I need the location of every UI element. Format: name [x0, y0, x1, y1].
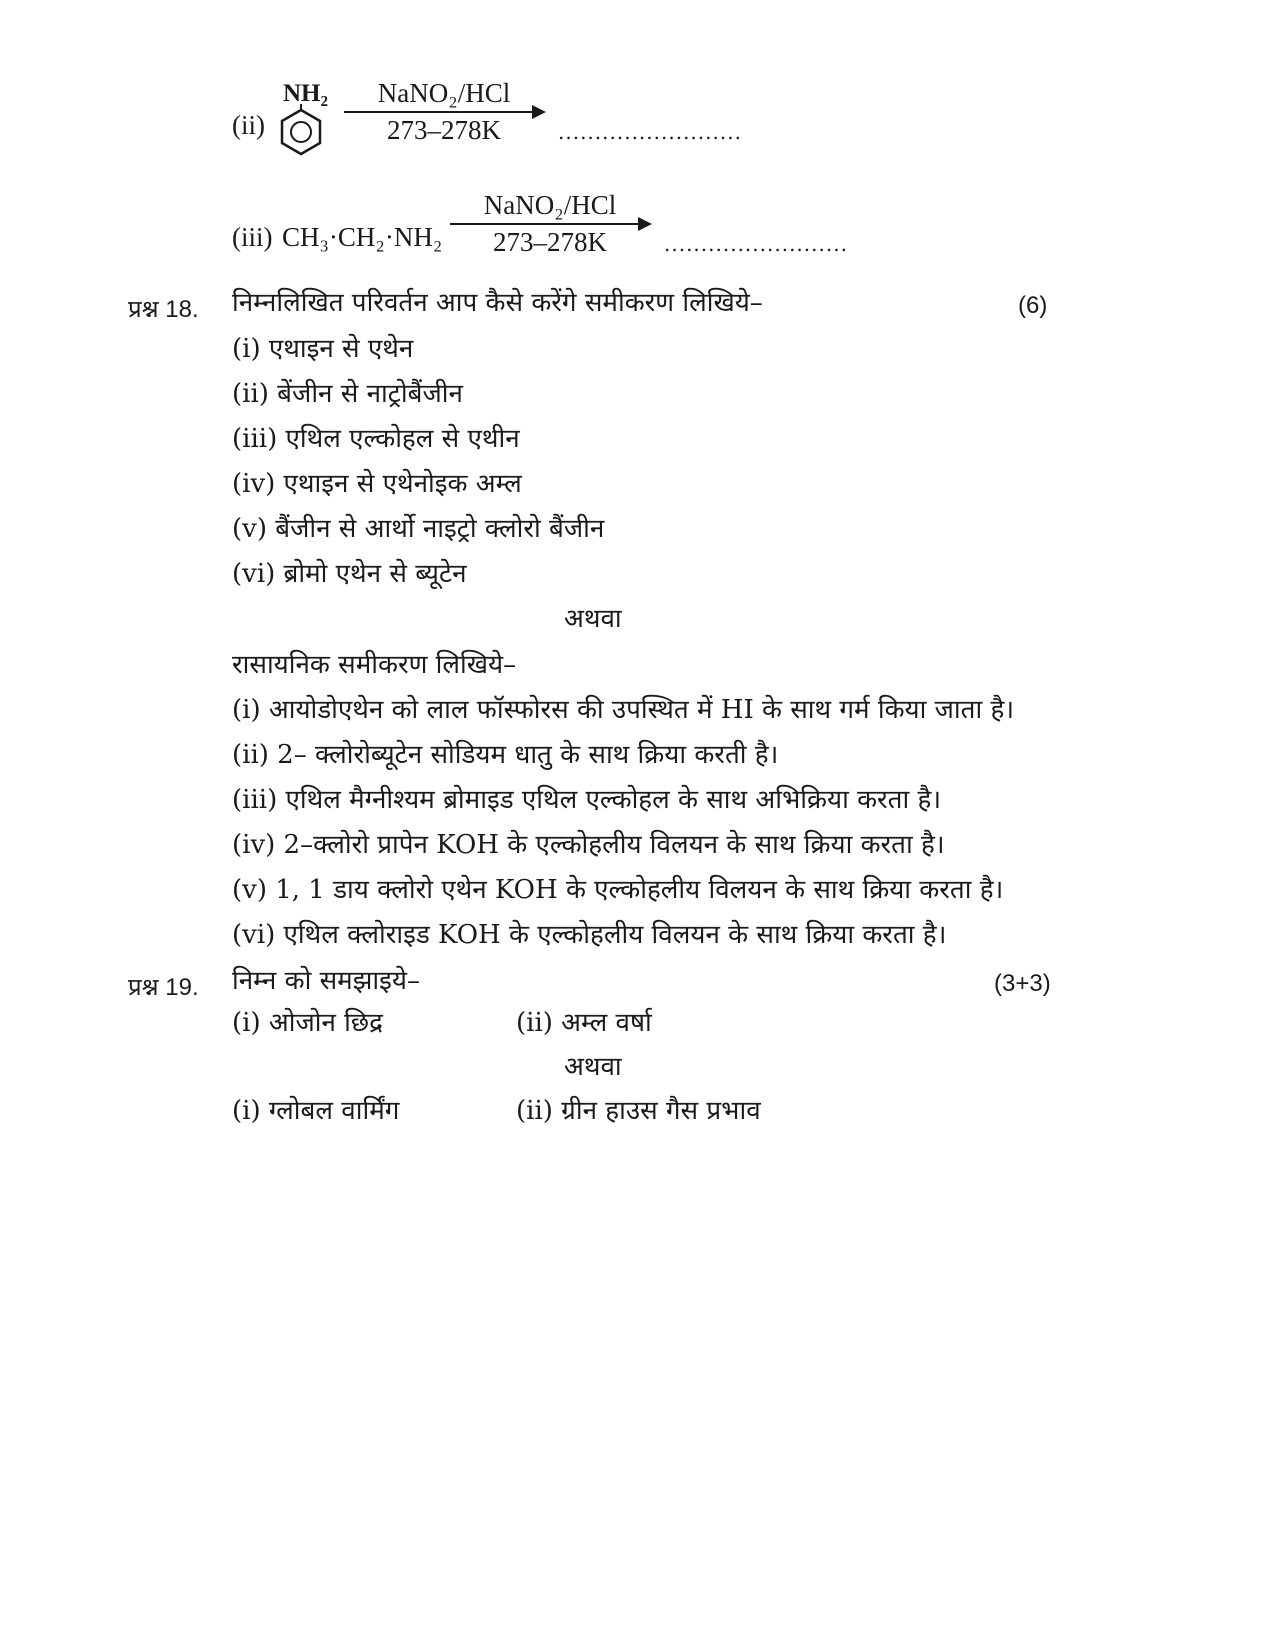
q18-alt-item: (ii) 2– क्लोरोब्यूटेन सोडियम धातु के साथ क्रिया करती है।: [232, 740, 779, 770]
q18-or-divider: अथवा: [564, 604, 622, 634]
q18-item: (iv) एथाइन से एथेनोइक अम्ल: [232, 469, 522, 499]
q19-option: (ii) ग्रीन हाउस गैस प्रभाव: [516, 1096, 761, 1126]
q18-item: (v) बैंजीन से आर्थो नाइट्रो क्लोरो बैंजीन: [232, 514, 605, 544]
q19-option: (i) ग्लोबल वार्मिंग: [232, 1096, 400, 1126]
q18-alt-item: (iv) 2–क्लोरो प्रापेन KOH के एल्कोहलीय विलयन के साथ क्रिया करता है।: [232, 830, 945, 860]
q18-number: प्रश्न 18.: [128, 296, 199, 323]
benzene-ring-icon: [276, 104, 326, 156]
reaction-ii-arrow: [344, 78, 544, 146]
amino-group-label: NH₂: [283, 80, 328, 107]
q18-marks: (6): [1018, 292, 1048, 319]
q18-item: (iii) एथिल एल्कोहल से एथीन: [232, 424, 520, 454]
q18-item: (ii) बेंजीन से नाट्रोबैंजीन: [232, 379, 463, 409]
reaction-iii-reactant: CH₃·CH₂·NH₂: [282, 222, 443, 252]
reaction-ii-reagent: NaNO₂/HCl: [377, 78, 511, 108]
q19-option: (i) ओजोन छिद्र: [232, 1008, 383, 1038]
q19-number: प्रश्न 19.: [128, 974, 199, 1001]
q18-alt-item: (i) आयोडोएथेन को लाल फॉस्फोरस की उपस्थित में HI के साथ गर्म किया जाता है।: [232, 695, 1015, 725]
reaction-iii-arrow: [450, 190, 650, 258]
q18-item: (i) एथाइन से एथेन: [232, 334, 414, 364]
q19-title: निम्न को समझाइये–: [232, 966, 420, 996]
reaction-ii-condition: 273–278K: [387, 115, 501, 145]
q18-alt-item: (iii) एथिल मैग्नीश्यम ब्रोमाइड एथिल एल्कोहल के साथ अभिक्रिया करता है।: [232, 785, 942, 815]
q19-option: (ii) अम्ल वर्षा: [516, 1008, 652, 1038]
q18-alt-item: (v) 1, 1 डाय क्लोरो एथेन KOH के एल्कोहलीय विलयन के साथ क्रिया करता है।: [232, 875, 1004, 905]
q18-alt-item: (vi) एथिल क्लोराइड KOH के एल्कोहलीय विलयन के साथ क्रिया करता है।: [232, 920, 947, 950]
q18-title: निम्नलिखित परिवर्तन आप कैसे करेंगे समीकरण लिखिये–: [232, 288, 763, 318]
reaction-iii-reagent: NaNO₂/HCl: [483, 190, 617, 220]
reaction-ii-answer-blank: .........................: [558, 120, 742, 144]
reaction-iii-condition: 273–278K: [493, 227, 607, 257]
q19-or-divider: अथवा: [564, 1052, 622, 1082]
q18-item: (vi) ब्रोमो एथेन से ब्यूटेन: [232, 559, 467, 589]
reaction-iii-answer-blank: .........................: [664, 232, 848, 256]
reaction-ii-label: (ii): [232, 110, 265, 140]
reaction-iii-label: (iii): [232, 222, 273, 252]
q19-marks: (3+3): [994, 970, 1051, 997]
q18-alt-title: रासायनिक समीकरण लिखिये–: [232, 650, 517, 680]
